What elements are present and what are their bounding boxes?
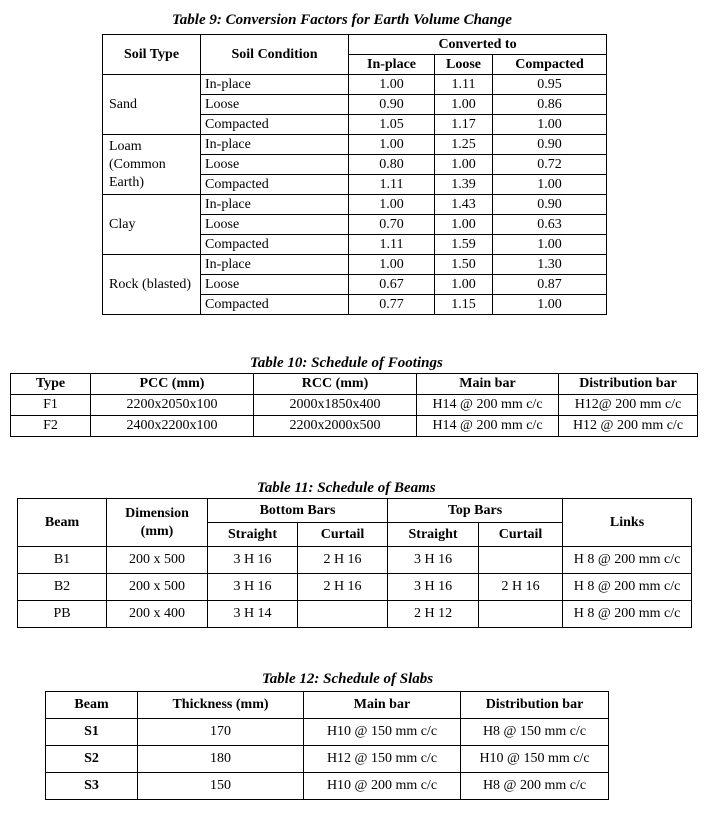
- header-dimension: Dimension (mm): [107, 499, 208, 547]
- table-cell: H12 @ 150 mm c/c: [304, 746, 461, 773]
- header-pcc: PCC (mm): [91, 374, 254, 395]
- header-inplace: In-place: [349, 55, 435, 75]
- factor-cell: 1.39: [435, 175, 493, 195]
- soil-condition-cell: Compacted: [201, 295, 349, 315]
- table-cell: 2400x2200x100: [91, 416, 254, 437]
- header-bottom-straight: Straight: [208, 523, 298, 547]
- header-main-bar: Main bar: [304, 692, 461, 719]
- table-row: [103, 255, 607, 275]
- table-cell: H14 @ 200 mm c/c: [417, 395, 559, 416]
- factor-cell: 1.11: [435, 75, 493, 95]
- table-cell: H14 @ 200 mm c/c: [417, 416, 559, 437]
- header-beam: Beam: [46, 692, 138, 719]
- factor-cell: 1.11: [349, 175, 435, 195]
- table-cell: 200 x 500: [107, 547, 208, 574]
- table-cell: 2 H 16: [298, 574, 388, 601]
- factor-cell: 1.43: [435, 195, 493, 215]
- factor-cell: 1.59: [435, 235, 493, 255]
- factor-cell: 0.72: [493, 155, 607, 175]
- header-top-straight: Straight: [388, 523, 479, 547]
- table-row: [18, 547, 692, 574]
- table-cell: 3 H 16: [208, 574, 298, 601]
- soil-condition-cell: Loose: [201, 95, 349, 115]
- soil-condition-cell: Loose: [201, 155, 349, 175]
- table-row: [103, 135, 607, 155]
- table-cell: 2 H 12: [388, 601, 479, 628]
- table-cell: 3 H 16: [388, 547, 479, 574]
- soil-type-cell: Sand: [103, 75, 201, 135]
- table-cell: 2200x2050x100: [91, 395, 254, 416]
- table-row: [46, 773, 609, 800]
- table-row: [103, 195, 607, 215]
- soil-condition-cell: Loose: [201, 215, 349, 235]
- table-cell: 170: [138, 719, 304, 746]
- table-cell: B1: [18, 547, 107, 574]
- table-12-caption: Table 12: Schedule of Slabs: [262, 671, 434, 687]
- soil-condition-cell: In-place: [201, 75, 349, 95]
- factor-cell: 1.11: [349, 235, 435, 255]
- table-row: [46, 719, 609, 746]
- table-row: [11, 395, 698, 416]
- table-cell: S1: [46, 719, 138, 746]
- factor-cell: 0.70: [349, 215, 435, 235]
- header-thickness: Thickness (mm): [138, 692, 304, 719]
- factor-cell: 1.15: [435, 295, 493, 315]
- header-bottom-bars: Bottom Bars: [208, 499, 388, 523]
- soil-condition-cell: Compacted: [201, 115, 349, 135]
- factor-cell: 1.00: [493, 295, 607, 315]
- table-9-caption: Table 9: Conversion Factors for Earth Volume Change: [172, 12, 512, 28]
- table-cell: 2000x1850x400: [254, 395, 417, 416]
- table-row: [103, 75, 607, 95]
- table-cell: [479, 547, 563, 574]
- table-cell: H10 @ 150 mm c/c: [461, 746, 609, 773]
- table-row: [18, 574, 692, 601]
- factor-cell: 1.25: [435, 135, 493, 155]
- factor-cell: 0.90: [493, 195, 607, 215]
- factor-cell: 1.00: [435, 275, 493, 295]
- factor-cell: 0.87: [493, 275, 607, 295]
- factor-cell: 1.00: [349, 75, 435, 95]
- table-cell: 200 x 400: [107, 601, 208, 628]
- table-row: [18, 601, 692, 628]
- header-rcc: RCC (mm): [254, 374, 417, 395]
- table-cell: F2: [11, 416, 91, 437]
- table-cell: 150: [138, 773, 304, 800]
- table-cell: S2: [46, 746, 138, 773]
- factor-cell: 1.17: [435, 115, 493, 135]
- factor-cell: 1.00: [349, 135, 435, 155]
- table-cell: H 8 @ 200 mm c/c: [563, 601, 692, 628]
- soil-type-cell: Rock (blasted): [103, 255, 201, 315]
- factor-cell: 1.00: [435, 155, 493, 175]
- table-cell: H 8 @ 200 mm c/c: [563, 547, 692, 574]
- table-cell: H 8 @ 200 mm c/c: [563, 574, 692, 601]
- table-cell: [298, 601, 388, 628]
- table-cell: 2200x2000x500: [254, 416, 417, 437]
- table-cell: H12 @ 200 mm c/c: [559, 416, 698, 437]
- table-cell: [479, 601, 563, 628]
- header-compacted: Compacted: [493, 55, 607, 75]
- table-11-caption: Table 11: Schedule of Beams: [257, 480, 436, 496]
- factor-cell: 1.00: [435, 95, 493, 115]
- table-cell: 3 H 16: [208, 547, 298, 574]
- factor-cell: 0.67: [349, 275, 435, 295]
- factor-cell: 1.00: [349, 195, 435, 215]
- factor-cell: 1.30: [493, 255, 607, 275]
- table-cell: 200 x 500: [107, 574, 208, 601]
- table-cell: B2: [18, 574, 107, 601]
- factor-cell: 0.90: [349, 95, 435, 115]
- footings-table: [10, 373, 698, 437]
- header-links: Links: [563, 499, 692, 547]
- factor-cell: 0.90: [493, 135, 607, 155]
- header-top-bars: Top Bars: [388, 499, 563, 523]
- header-bottom-curtail: Curtail: [298, 523, 388, 547]
- table-cell: 180: [138, 746, 304, 773]
- beams-table: [17, 498, 692, 628]
- slabs-table: [45, 691, 609, 800]
- header-beam: Beam: [18, 499, 107, 547]
- table-cell: 3 H 16: [388, 574, 479, 601]
- table-cell: H10 @ 200 mm c/c: [304, 773, 461, 800]
- header-type: Type: [11, 374, 91, 395]
- soil-condition-cell: Compacted: [201, 175, 349, 195]
- table-cell: 2 H 16: [298, 547, 388, 574]
- table-row: [46, 746, 609, 773]
- factor-cell: 0.63: [493, 215, 607, 235]
- factor-cell: 0.95: [493, 75, 607, 95]
- factor-cell: 0.86: [493, 95, 607, 115]
- header-soil-condition: Soil Condition: [201, 35, 349, 75]
- soil-type-cell: Loam (Common Earth): [103, 135, 201, 195]
- factor-cell: 1.00: [435, 215, 493, 235]
- header-loose: Loose: [435, 55, 493, 75]
- header-top-curtail: Curtail: [479, 523, 563, 547]
- soil-type-cell: Clay: [103, 195, 201, 255]
- soil-condition-cell: In-place: [201, 135, 349, 155]
- factor-cell: 1.00: [493, 235, 607, 255]
- table-cell: PB: [18, 601, 107, 628]
- table-cell: F1: [11, 395, 91, 416]
- table-cell: S3: [46, 773, 138, 800]
- factor-cell: 1.00: [493, 175, 607, 195]
- table-row: [11, 416, 698, 437]
- soil-condition-cell: Compacted: [201, 235, 349, 255]
- table-cell: 2 H 16: [479, 574, 563, 601]
- table-cell: H10 @ 150 mm c/c: [304, 719, 461, 746]
- factor-cell: 0.80: [349, 155, 435, 175]
- table-cell: H8 @ 200 mm c/c: [461, 773, 609, 800]
- header-converted-to: Converted to: [349, 35, 607, 55]
- header-soil-type: Soil Type: [103, 35, 201, 75]
- table-cell: H12@ 200 mm c/c: [559, 395, 698, 416]
- header-distribution-bar: Distribution bar: [559, 374, 698, 395]
- table-10-caption: Table 10: Schedule of Footings: [250, 355, 443, 371]
- factor-cell: 1.00: [493, 115, 607, 135]
- conversion-factors-table: [102, 34, 607, 315]
- header-main-bar: Main bar: [417, 374, 559, 395]
- factor-cell: 1.00: [349, 255, 435, 275]
- soil-condition-cell: In-place: [201, 195, 349, 215]
- factor-cell: 1.50: [435, 255, 493, 275]
- soil-condition-cell: In-place: [201, 255, 349, 275]
- table-cell: 3 H 14: [208, 601, 298, 628]
- soil-condition-cell: Loose: [201, 275, 349, 295]
- factor-cell: 0.77: [349, 295, 435, 315]
- factor-cell: 1.05: [349, 115, 435, 135]
- header-distribution-bar: Distribution bar: [461, 692, 609, 719]
- table-cell: H8 @ 150 mm c/c: [461, 719, 609, 746]
